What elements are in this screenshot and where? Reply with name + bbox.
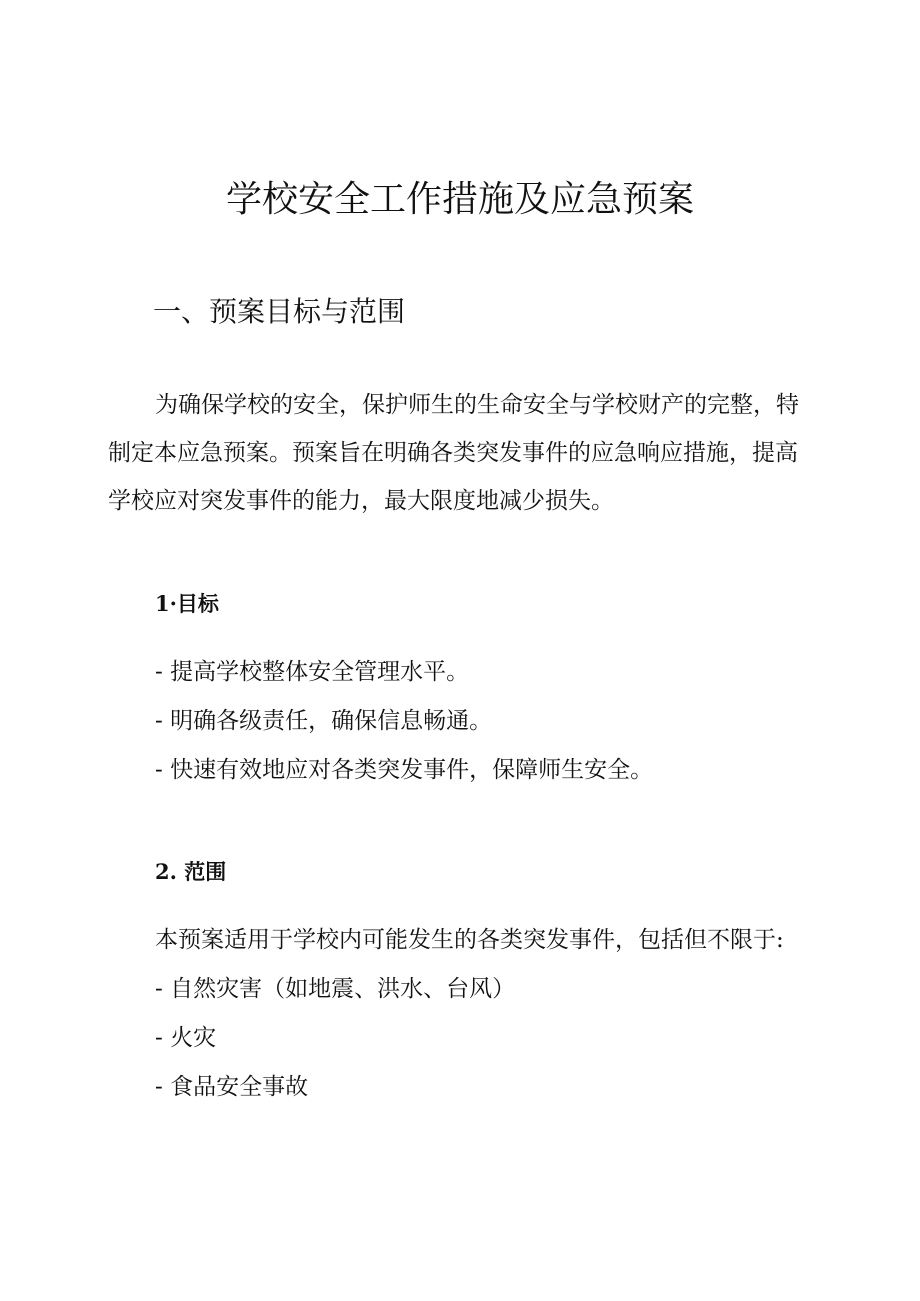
intro-line-2: 制定本应急预案。预案旨在明确各类突发事件的应急响应措施，提高	[108, 440, 798, 466]
document-title: 学校安全工作措施及应急预案	[225, 179, 694, 220]
goal-item: - 快速有效地应对各类突发事件，保障师生安全。	[155, 757, 654, 783]
intro-line-1: 为确保学校的安全，保护师生的生命安全与学校财产的完整，特	[155, 392, 799, 418]
goal-item: - 提高学校整体安全管理水平。	[155, 659, 470, 685]
scope-intro: 本预案适用于学校内可能发生的各类突发事件，包括但不限于:	[155, 927, 784, 953]
section-heading: 一、预案目标与范围	[153, 295, 406, 328]
scope-item: - 食品安全事故	[155, 1074, 309, 1100]
goal-item: - 明确各级责任，确保信息畅通。	[155, 708, 493, 734]
scope-item: - 火灾	[155, 1025, 217, 1051]
goals-heading: 1·目标	[155, 591, 219, 616]
intro-line-3: 学校应对突发事件的能力，最大限度地减少损失。	[108, 488, 614, 514]
scope-heading: 2. 范围	[155, 859, 227, 884]
scope-item: - 自然灾害（如地震、洪水、台风）	[155, 976, 516, 1002]
